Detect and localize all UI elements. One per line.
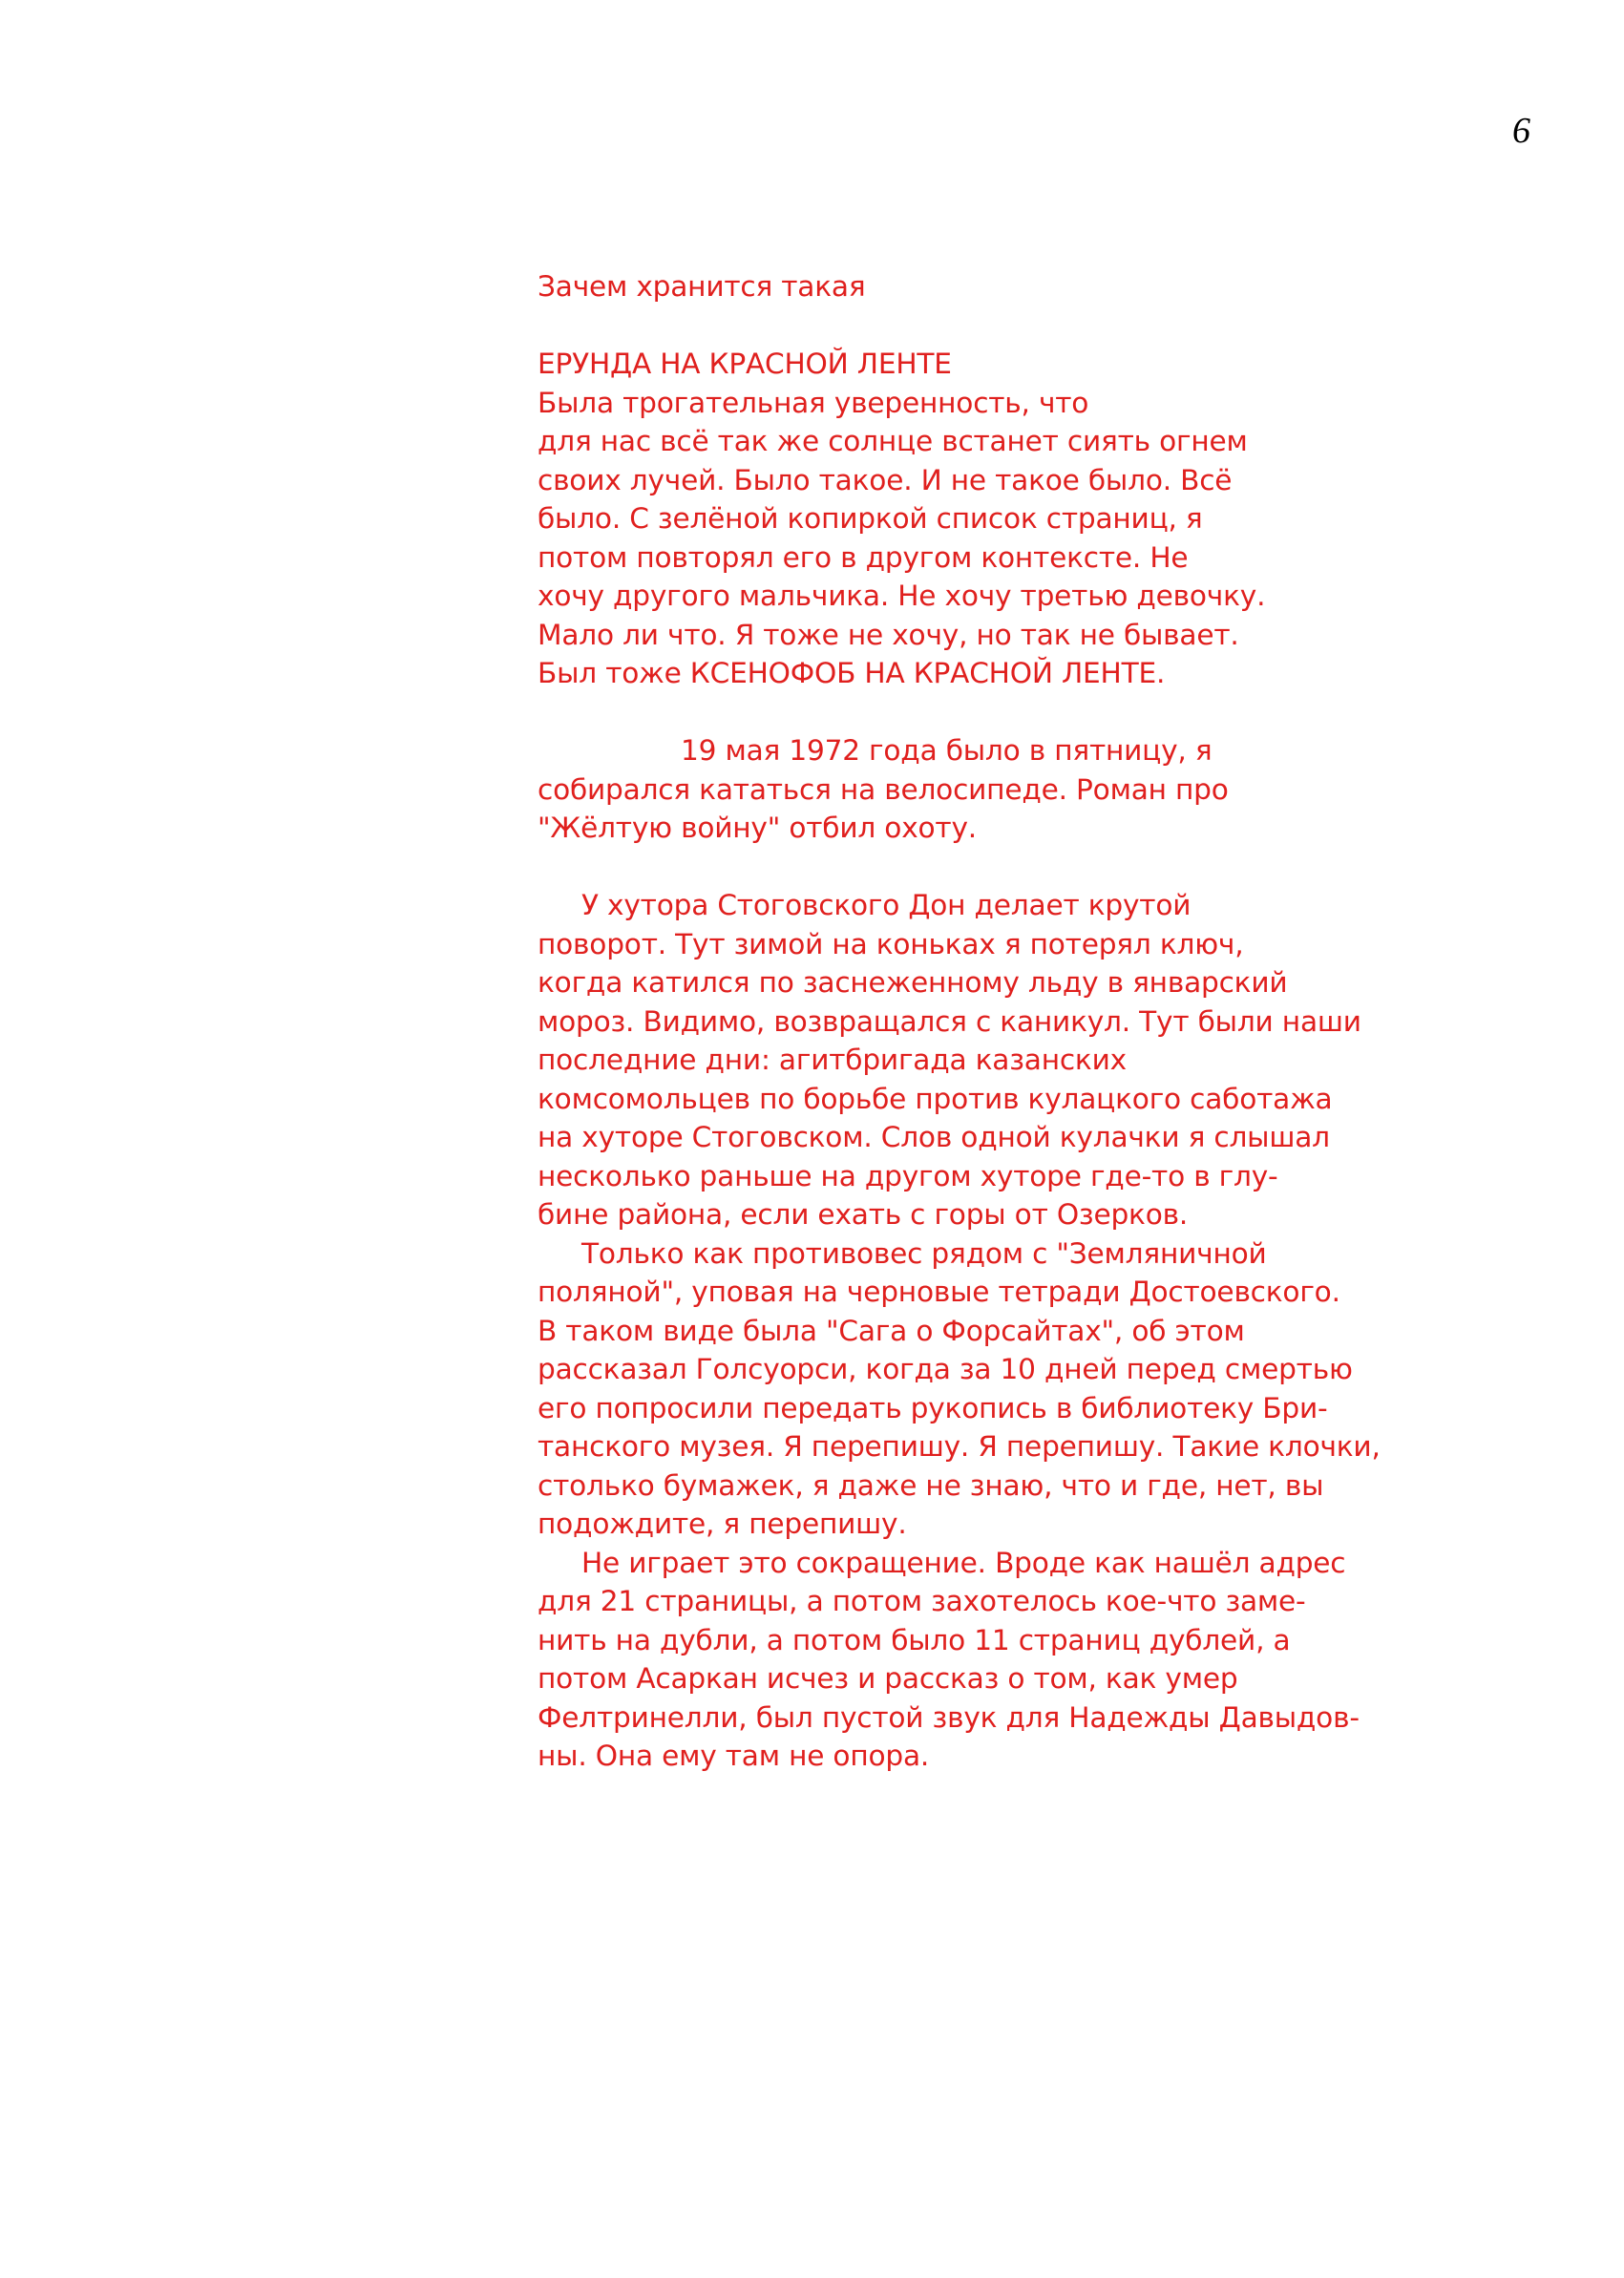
- text-line: поворот. Тут зимой на коньках я потерял ключ,: [538, 927, 1244, 960]
- paragraph-first-line: У хутора Стоговского Дон делает крутой: [581, 889, 1192, 921]
- text-line: несколько раньше на другом хуторе где-то в глу-: [538, 1159, 1278, 1192]
- spacer: [538, 848, 1550, 887]
- page-number: 6: [1512, 111, 1530, 151]
- text-line: бине района, если ехать с горы от Озерков.: [538, 1198, 1189, 1231]
- text-line: столько бумажек, я даже не знаю, что и где, нет, вы: [538, 1468, 1324, 1502]
- text-line: подождите, я перепишу.: [538, 1508, 907, 1540]
- text-line: последние дни: агитбригада казанских: [538, 1044, 1127, 1076]
- text-line: "Жёлтую войну" отбил охоту.: [538, 812, 977, 844]
- text-line: Была трогательная уверенность, что: [538, 386, 1089, 419]
- text-line: своих лучей. Было такое. И не такое было. Всё: [538, 463, 1233, 496]
- text-line: комсомольцев по борьбе против кулацкого саботажа: [538, 1082, 1333, 1115]
- text-line: поляной", уповая на черновые тетради Достоевского.: [538, 1276, 1340, 1308]
- text-line: рассказал Голсуорси, когда за 10 дней перед смертью: [538, 1353, 1353, 1385]
- paragraph-first-line: Не играет это сокращение. Вроде как нашёл адрес: [581, 1546, 1346, 1579]
- text-line: потом повторял его в другом контексте. Не: [538, 540, 1189, 574]
- text-line: Мало ли что. Я тоже не хочу, но так не бывает.: [538, 618, 1239, 651]
- text-line: когда катился по заснеженному льду в январский: [538, 966, 1288, 999]
- text-line: на хуторе Стоговском. Слов одной кулачки я слышал: [538, 1121, 1330, 1153]
- text-line: хочу другого мальчика. Не хочу третью девочку.: [538, 580, 1266, 612]
- text-line: В таком виде была "Сага о Форсайтах", об этом: [538, 1314, 1245, 1347]
- text-line: потом Асаркан исчез и рассказ о том, как умер: [538, 1662, 1238, 1695]
- text-line: нить на дубли, а потом было 11 страниц дублей, а: [538, 1623, 1291, 1656]
- text-line: Был тоже КСЕНОФОБ НА КРАСНОЙ ЛЕНТЕ.: [538, 657, 1166, 689]
- text-line: мороз. Видимо, возвращался с каникул. Тут были наши: [538, 1004, 1361, 1038]
- spacer: [538, 693, 1550, 732]
- text-column: [538, 267, 1550, 1776]
- text-line: для 21 страницы, а потом захотелось кое-что заме-: [538, 1585, 1306, 1617]
- text-line: его попросили передать рукопись в библиотеку Бри-: [538, 1391, 1328, 1424]
- spacer: [538, 306, 1550, 346]
- intro-line: Зачем хранится такая: [538, 270, 866, 303]
- text-line: ны. Она ему там не опора.: [538, 1740, 930, 1772]
- paragraph-first-line: Только как противовес рядом с "Земляничной: [581, 1236, 1267, 1270]
- text-line: для нас всё так же солнце встанет сиять огнем: [538, 425, 1248, 457]
- text-line: было. С зелёной копиркой список страниц, я: [538, 502, 1203, 535]
- date-line: 19 мая 1972 года было в пятницу, я: [681, 734, 1213, 767]
- text-line: танского музея. Я перепишу. Я перепишу. Такие клочки,: [538, 1430, 1381, 1463]
- text-line: собирался кататься на велосипеде. Роман про: [538, 772, 1229, 806]
- section-heading: ЕРУНДА НА КРАСНОЙ ЛЕНТЕ: [538, 348, 952, 380]
- text-line: Фелтринелли, был пустой звук для Надежды Давыдов-: [538, 1700, 1360, 1734]
